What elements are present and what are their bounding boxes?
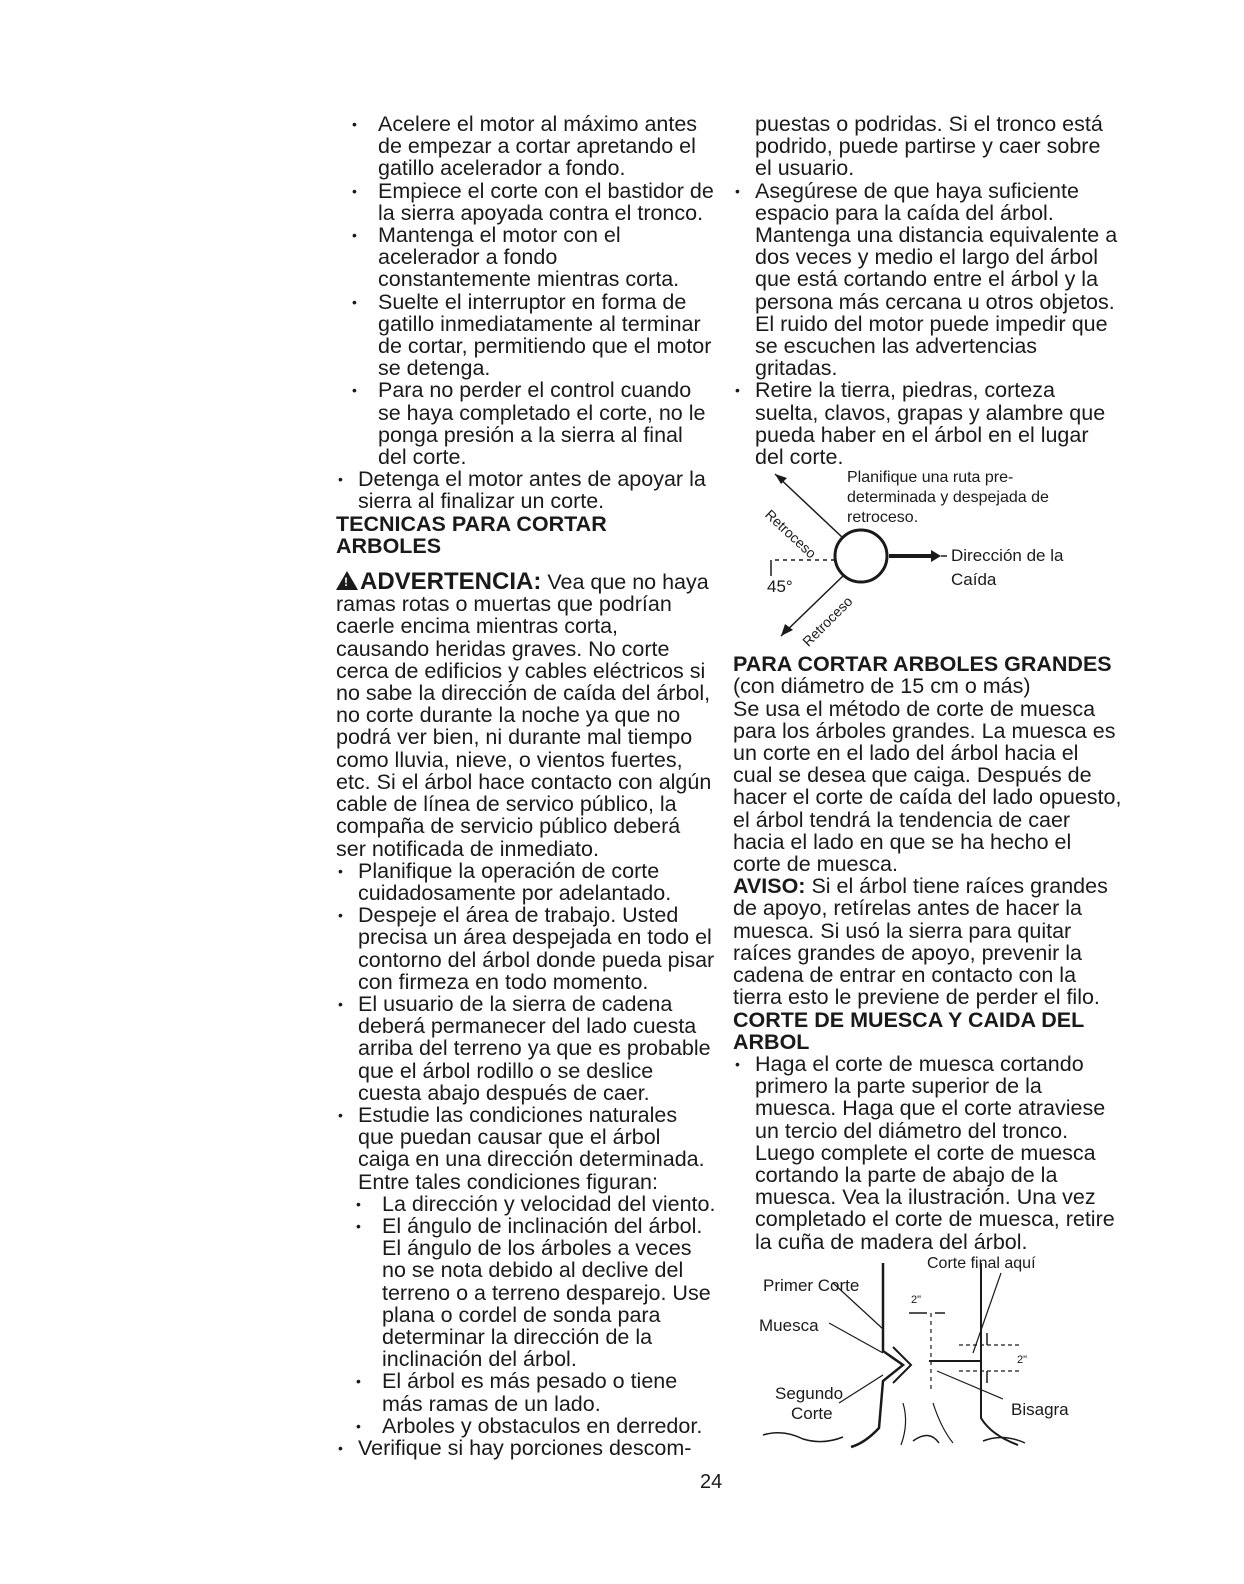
notch-leader bbox=[829, 1323, 883, 1353]
dimension-label-top: 2" bbox=[911, 1293, 922, 1306]
felling-direction-diagram bbox=[733, 468, 1123, 653]
list-item: • Suelte el interruptor en forma de gatillo inmediatamente al terminar de cortar, permitiendo que el motor se detenga. bbox=[336, 291, 716, 380]
retreat-label-upper: Retroceso bbox=[762, 506, 820, 562]
list-item: • Haga el corte de muesca cortando primero la parte superior de la muesca. Haga que el corte atraviese un tercio del diámetro del tronco. Luego complete el corte de muesca cortando la parte de abajo de la muesca. Vea la ilustración. Una vez completado el corte de muesca, retire la cuña de madera del árbol. bbox=[733, 1053, 1123, 1253]
list-item: • El usuario de la sierra de cadena deberá permanecer del lado cuesta arriba del terreno ya que es probable que el árbol rodillo o se deslice cuesta abajo después de caer. bbox=[336, 993, 716, 1104]
large-trees-title: PARA CORTAR ARBOLES GRANDES bbox=[733, 652, 1112, 677]
bark-line-2 bbox=[933, 1403, 953, 1443]
warning-block bbox=[336, 568, 716, 861]
sub-list-item: • El árbol es más pesado o tiene más ramas de un lado. bbox=[336, 1370, 716, 1414]
fall-direction-label: Dirección de la Caída bbox=[951, 546, 1064, 590]
notch-section-title: CORTE DE MUESCA Y CAIDA DEL ARBOL bbox=[733, 1007, 1084, 1054]
sub-list-item: • El ángulo de inclinación del árbol. El ángulo de los árboles a veces no se nota debido al declive del terreno o a terreno desparejo. Use plana o cordel de sonda para determinar la dirección de la inclinación del árbol. bbox=[336, 1215, 716, 1370]
first-cut-label: Primer Corte bbox=[763, 1275, 860, 1295]
dimension-label-side: 2" bbox=[1017, 1353, 1028, 1366]
warning-text: Vea que no haya ramas rotas o muertas que podrían caerle encima mientras corta, causando heridas graves. No corte cerca de edificios y cables eléctricos si no sabe la dirección de caída del árbol, no corte durante la noche ya que no podrá ver bien, ni durante mal tiempo como lluvia, nieve, o vientos fuertes, etc. Si el árbol hace contacto con algún cable de línea de servico público, la compaña de servicio público deberá ser notificada de inmediato. bbox=[336, 570, 712, 861]
angle-label: 45° bbox=[767, 577, 793, 597]
aviso-label: AVISO: bbox=[733, 874, 806, 899]
bark-line-1 bbox=[901, 1403, 906, 1445]
list-item: • Verifique si hay porciones descom- bbox=[336, 1437, 716, 1459]
list-item: • Mantenga el motor con el acelerador a fondo constantemente mientras corta. bbox=[336, 224, 716, 291]
list-item: • Planifique la operación de corte cuidadosamente por adelantado. bbox=[336, 860, 716, 904]
ground-grass-mid bbox=[913, 1435, 939, 1443]
hinge-leader bbox=[937, 1371, 1003, 1399]
ground-grass-right bbox=[983, 1437, 1025, 1443]
aviso-text: Si el árbol tiene raíces grandes de apoyo, retírelas antes de hacer la muesca. Si usó la sierra para quitar raíces grandes de apoyo, prevenir la cadena de entrar en contacto con la tierra esto le previene de perder el filo. bbox=[733, 874, 1108, 1010]
list-item: • Retire la tierra, piedras, corteza suelta, clavos, grapas y alambre que pueda haber en el árbol en el lugar del corte. bbox=[733, 379, 1123, 468]
retreat-arrowhead-upper bbox=[775, 474, 787, 484]
list-item: • Empiece el corte con el bastidor de la sierra apoyada contra el tronco. bbox=[336, 180, 716, 224]
ground-grass-left bbox=[763, 1432, 843, 1441]
warning-icon bbox=[336, 571, 358, 590]
final-cut-label: Corte final aquí bbox=[927, 1254, 1036, 1272]
plan-route-text: Planifique una ruta pre-determinada y despejada de retroceso. bbox=[847, 469, 1049, 527]
notch-cut-diagram bbox=[733, 1253, 1123, 1453]
section-title: TECNICAS PARA CORTAR ARBOLES bbox=[336, 511, 607, 558]
large-trees-subtitle: (con diámetro de 15 cm o más) bbox=[733, 674, 1031, 699]
list-item: • Detenga el motor antes de apoyar la sierra al finalizar un corte. bbox=[336, 468, 716, 512]
list-item: • Para no perder el control cuando se haya completado el corte, no le ponga presión a la sierra al final del corte. bbox=[336, 379, 716, 468]
second-cut-leader bbox=[839, 1375, 883, 1403]
second-cut-label-line2: Corte bbox=[791, 1403, 833, 1423]
hinge-label: Bisagra bbox=[1011, 1399, 1069, 1419]
list-item: • Acelere el motor al máximo antes de empezar a cortar apretando el gatillo acelerador a fondo. bbox=[336, 113, 716, 180]
list-item: • Estudie las condiciones naturales que puedan causar que el árbol caiga en una dirección determinada. Entre tales condiciones figuran: bbox=[336, 1104, 716, 1193]
list-item: • Despeje el área de trabajo. Usted precisa un área despejada en todo el contorno del árbol donde pueda pisar con firmeza en todo momento. bbox=[336, 904, 716, 993]
fall-direction-arrowhead bbox=[931, 550, 941, 562]
notch-label: Muesca bbox=[759, 1315, 819, 1335]
sub-list-item: • La dirección y velocidad del viento. bbox=[336, 1193, 716, 1215]
sub-list-item: • Arboles y obstaculos en derredor. bbox=[336, 1415, 716, 1437]
right-column bbox=[733, 113, 1123, 1453]
list-item: • Asegúrese de que haya suficiente espacio para la caída del árbol. Mantenga una distancia equivalente a dos veces y medio el largo del árbol que está cortando entre el árbol y la persona más cercana u otros objetos. El ruido del motor puede impedir que se escuchen las advertencias gritadas. bbox=[733, 180, 1123, 380]
left-column bbox=[336, 113, 716, 1459]
second-cut-label-line1: Segundo bbox=[775, 1383, 844, 1403]
page-number: 24 bbox=[700, 1471, 723, 1493]
warning-label: ADVERTENCIA: bbox=[360, 568, 542, 596]
aviso-block bbox=[733, 875, 1123, 1008]
retreat-label-lower: Retroceso bbox=[799, 593, 856, 650]
large-trees-text: Se usa el método de corte de muesca para los árboles grandes. La muesca es un corte en el lado del árbol hacia el cual se desea que caiga. Después de hacer el corte de caída del lado opuesto, el árbol tendrá la tendencia de caer hacia el lado en que se ha hecho el corte de muesca. bbox=[733, 696, 1122, 877]
continued-text: puestas o podridas. Si el tronco está podrido, puede partirse y caer sobre el usuario. bbox=[755, 112, 1103, 181]
